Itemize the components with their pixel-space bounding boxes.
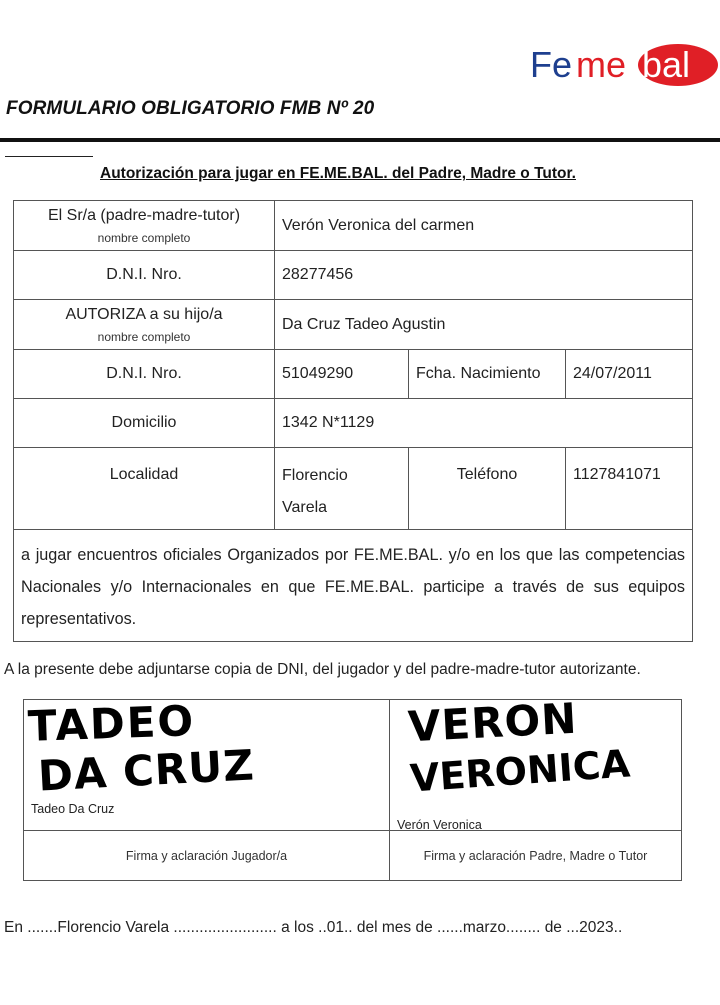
signature-table (23, 693, 682, 881)
femebal-logo (530, 40, 720, 90)
logo-bal: bal (642, 44, 691, 85)
form-subtitle: Autorización para jugar en FE.ME.BAL. del Padre, Madre o Tutor. (100, 165, 576, 182)
player-handwriting-line2: DA CRUZ (36, 740, 256, 801)
parent-name-field[interactable]: Verón Veronica del carmen (275, 201, 693, 251)
child-name-field[interactable]: Da Cruz Tadeo Agustin (275, 300, 693, 350)
birth-date-label: Fcha. Nacimiento (409, 350, 566, 399)
player-signature-box[interactable] (24, 696, 390, 831)
player-signature-caption: Firma y aclaración Jugador/a (24, 831, 390, 881)
paragraph-row (14, 530, 693, 642)
parent-row (14, 201, 693, 251)
parent-dni-field[interactable]: 28277456 (275, 251, 693, 300)
short-divider (5, 156, 93, 157)
signature-caption-row (24, 831, 682, 881)
child-caption: nombre completo (97, 329, 191, 344)
city-field[interactable]: Florencio Varela (275, 448, 409, 530)
parent-label-cell (14, 201, 275, 251)
attachment-note: A la presente debe adjuntarse copia de DNI, del jugador y del padre-madre-tutor autorizante. (4, 661, 641, 678)
birth-date-field[interactable]: 24/07/2011 (566, 350, 693, 399)
parent-label: El Sr/a (padre-madre-tutor) (47, 206, 241, 224)
parent-printed-name: Verón Veronica (397, 818, 482, 832)
child-row (14, 300, 693, 350)
place-date-line: En .......Florencio Varela ........................ a los ..01.. del mes de ......marzo........ de ...2023.. (4, 919, 623, 936)
form-title: FORMULARIO OBLIGATORIO FMB Nº 20 (6, 98, 375, 119)
address-row (14, 399, 693, 448)
phone-field[interactable]: 1127841071 (566, 448, 693, 530)
title-divider (0, 138, 720, 142)
parent-handwriting-line2: VERONICA (408, 741, 632, 801)
child-label-cell (14, 300, 275, 350)
signature-row (24, 700, 682, 831)
parent-handwriting-line1: VERON (406, 693, 579, 752)
address-field[interactable]: 1342 N*1129 (275, 399, 693, 448)
player-printed-name: Tadeo Da Cruz (31, 802, 115, 816)
phone-label: Teléfono (409, 448, 566, 530)
child-dni-label: D.N.I. Nro. (14, 350, 275, 399)
child-dni-field[interactable]: 51049290 (275, 350, 409, 399)
parent-dni-row (14, 251, 693, 300)
address-label: Domicilio (14, 399, 275, 448)
player-handwriting-line1: TADEO (27, 696, 196, 751)
parent-dni-label: D.N.I. Nro. (14, 251, 275, 300)
parent-caption: nombre completo (97, 230, 191, 245)
logo-fe: Fe (530, 44, 573, 85)
parent-signature-box[interactable] (390, 693, 682, 832)
city-label: Localidad (14, 448, 275, 530)
child-label: AUTORIZA a su hijo/a (65, 305, 223, 323)
parent-signature-caption: Firma y aclaración Padre, Madre o Tutor (390, 831, 682, 881)
child-dni-row (14, 350, 693, 399)
authorization-table (13, 200, 693, 642)
city-row (14, 448, 693, 530)
authorization-paragraph: a jugar encuentros oficiales Organizados por FE.ME.BAL. y/o en los que las competencias Nacionales y/o Internacionales en que FE.ME.BAL. participe a través de sus equipos representativos. (14, 530, 693, 642)
logo-me: me (576, 44, 627, 85)
